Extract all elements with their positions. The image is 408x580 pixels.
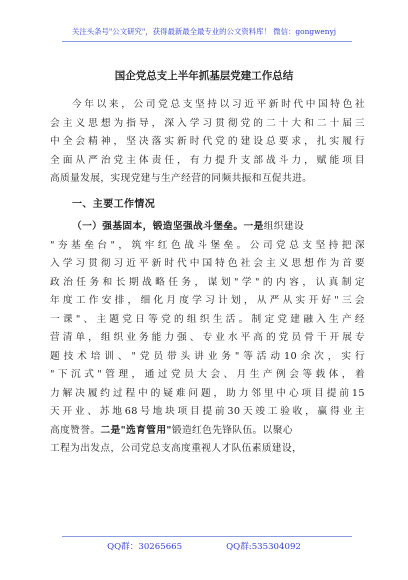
paragraph-line: 题技术培训、"党员带头讲业务"等活动10余次，实行 — [50, 350, 365, 362]
document-title: 国企党总支上半年抓基层党建工作总结 — [114, 70, 294, 82]
paragraph-line: 政治任务和长期战略任务，谋划"学"的内容，认真制定 — [50, 276, 365, 288]
paragraph-line: "下沉式"管理，通过党员大会、月生产例会等载体，着 — [50, 369, 365, 380]
paragraph-line: 全面从严治党主体责任，有力提升支部战斗力，赋能项目 — [50, 154, 365, 166]
subsection-first-line — [50, 218, 365, 237]
paragraph-line: 工程为出发点，公司党总支高度重视人才队伍素质建设， — [50, 443, 303, 454]
top-divider — [62, 41, 352, 42]
paragraph-line — [50, 422, 365, 441]
point-marker: 一是 — [243, 221, 264, 232]
paragraph-line: 营清单，组织业务能力强、专业水平高的党员骨干开展专 — [50, 332, 365, 343]
line-tail: 组织建设 — [263, 221, 305, 232]
footer-qq-group-2: QQ群:535304092 — [226, 542, 301, 552]
paragraph-line: 中全会精神，坚决落实新时代党的建设总要求，扎实履行 — [50, 136, 365, 147]
paragraph-line: 入学习贯彻习近平新时代中国特色社会主义思想作为首要 — [50, 258, 365, 269]
top-banner: 关注头条号"公文研究"，获得最新最全最专业的公文资料库！ 微信：gongwenyj — [71, 27, 337, 36]
line-tail: 锻造红色先锋队伍。以聚心 — [171, 424, 293, 436]
paragraph-line: 高质量发展，实现党建与生产经营的同频共振和互促共进。 — [50, 173, 313, 184]
paragraph-line: "夯基垒台"，筑牢红色战斗堡垒。公司党总支坚持把深 — [50, 239, 365, 251]
line-head: 高度赞誉。 — [50, 424, 101, 436]
paragraph-line: 天开业、苏地68号地块项目提前30天竣工验收，赢得业主 — [50, 406, 365, 417]
footer-qq-group-1: QQ群：30265665 — [107, 542, 183, 552]
paragraph-line: 会主义思想为指导，深入学习贯彻党的二十大和二十届三 — [50, 117, 365, 129]
footer — [0, 540, 408, 552]
document-body — [50, 96, 365, 459]
bottom-divider — [62, 536, 352, 537]
paragraph-line: 今年以来，公司党总支坚持以习近平新时代中国特色社 — [72, 99, 365, 110]
point-marker: 二是"选育管用" — [100, 424, 172, 436]
paragraph-line: 力解决履约过程中的疑难问题，助力邻里中心项目提前15 — [50, 387, 365, 399]
section-heading: 一、主要工作情况 — [72, 198, 156, 210]
subsection-heading: （一）强基固本，锻造坚强战斗堡垒。 — [72, 221, 244, 232]
paragraph-line: 年度工作安排，细化月度学习计划，从严从实开好"三会 — [50, 295, 365, 306]
paragraph-line: 一课"、主题党日等党的组织生活。制定党建融入生产经 — [50, 313, 365, 325]
